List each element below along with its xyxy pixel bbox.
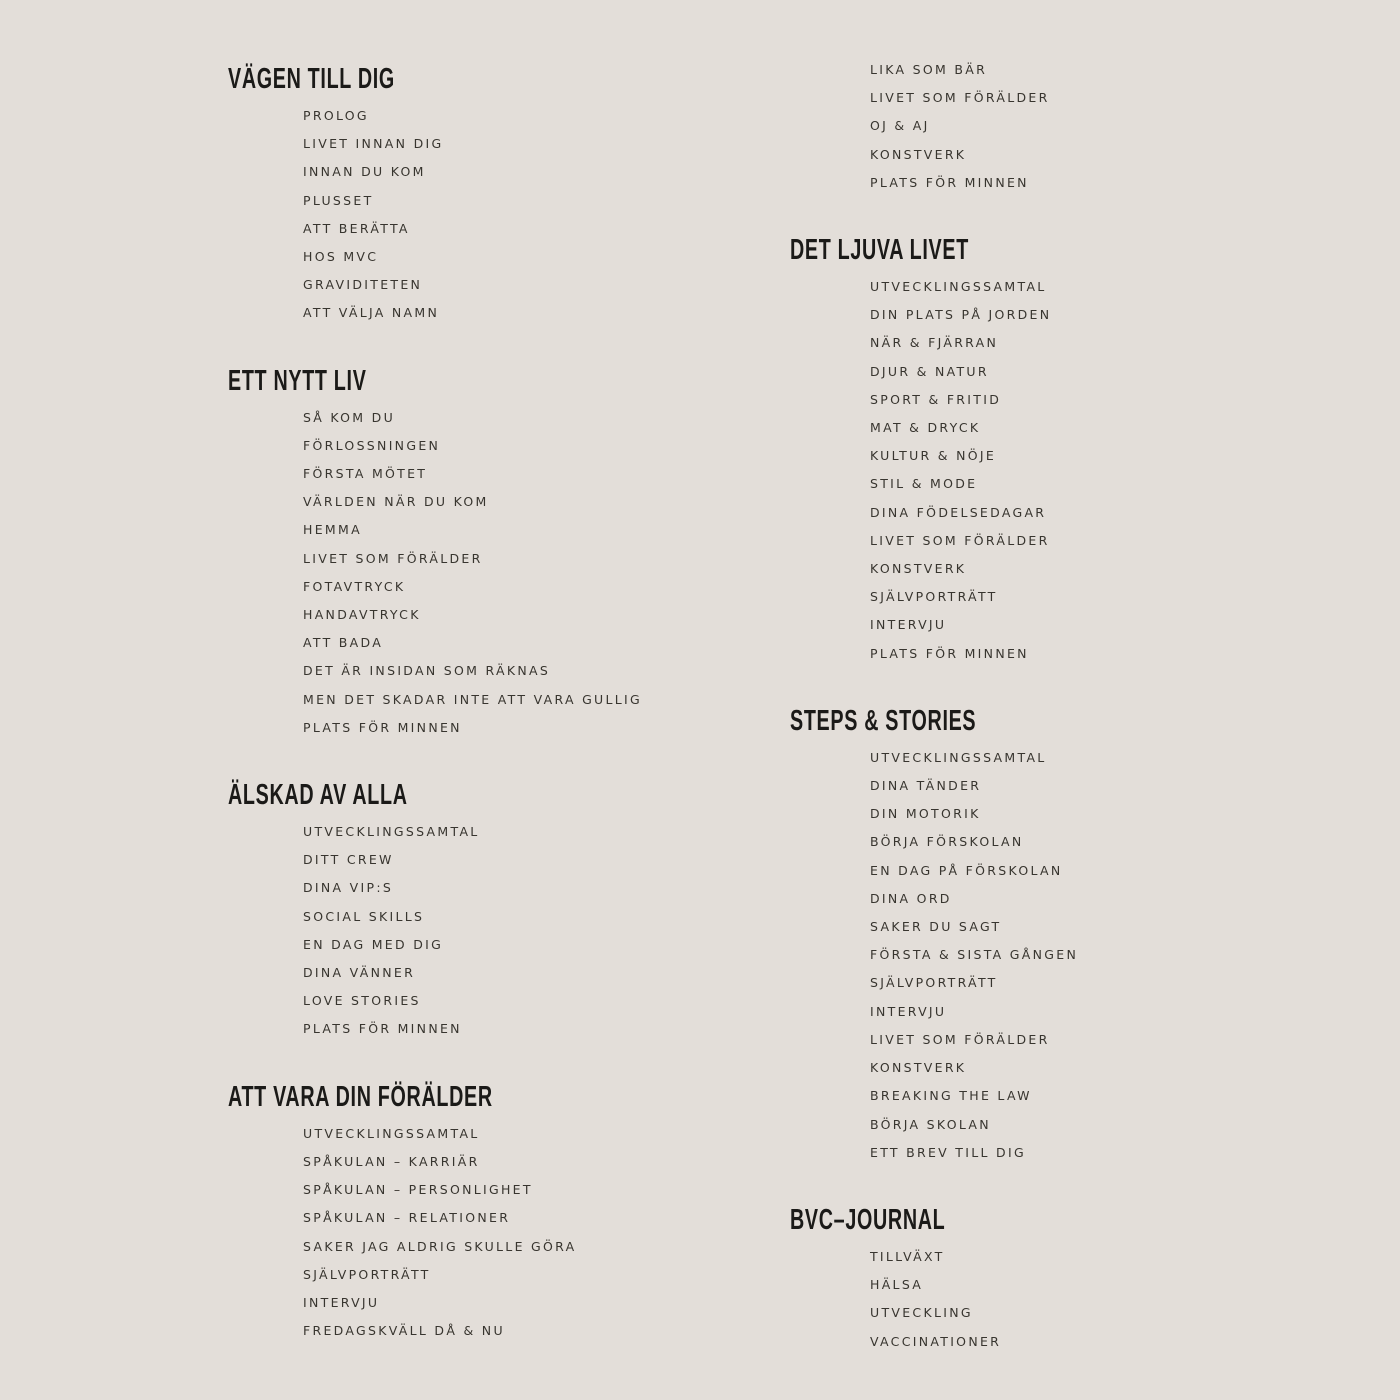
toc-item: SAKER JAG ALDRIG SKULLE GÖRA xyxy=(303,1238,577,1254)
section-item-list xyxy=(870,1243,1270,1356)
toc-item: DITT CREW xyxy=(303,852,394,868)
toc-item: DINA FÖDELSEDAGAR xyxy=(870,504,1047,520)
toc-item: PLATS FÖR MINNEN xyxy=(870,645,1029,661)
toc-item: LIVET SOM FÖRÄLDER xyxy=(870,532,1050,548)
toc-item: KULTUR & NÖJE xyxy=(870,448,997,464)
toc-item: INNAN DU KOM xyxy=(303,164,426,180)
section-title: DET LJUVA LIVET xyxy=(790,234,969,267)
section-title: BVC–JOURNAL xyxy=(790,1203,946,1236)
toc-item: DET ÄR INSIDAN SOM RÄKNAS xyxy=(303,663,551,679)
section-item-list xyxy=(870,56,1270,197)
section-item-list xyxy=(870,744,1270,1167)
section-item-list xyxy=(303,102,698,328)
toc-section xyxy=(790,233,1270,668)
toc-item: PLATS FÖR MINNEN xyxy=(303,1021,462,1037)
toc-item: MAT & DRYCK xyxy=(870,420,981,436)
toc-item: KONSTVERK xyxy=(870,1060,967,1076)
section-title: ETT NYTT LIV xyxy=(228,364,367,397)
toc-item: BÖRJA FÖRSKOLAN xyxy=(870,834,1024,850)
toc-item: FÖRSTA & SISTA GÅNGEN xyxy=(870,947,1079,963)
toc-item: FREDAGSKVÄLL DÅ & NU xyxy=(303,1323,505,1339)
toc-item: ATT BADA xyxy=(303,635,384,651)
section-title: STEPS & STORIES xyxy=(790,704,977,737)
toc-item: UTVECKLINGSSAMTAL xyxy=(303,1125,480,1141)
toc-item: TILLVÄXT xyxy=(870,1248,945,1264)
toc-item: SAKER DU SAGT xyxy=(870,919,1002,935)
toc-item: GRAVIDITETEN xyxy=(303,277,423,293)
toc-section-continued xyxy=(790,56,1270,197)
toc-item: DJUR & NATUR xyxy=(870,363,989,379)
section-title: ATT VARA DIN FÖRÄLDER xyxy=(228,1080,493,1113)
toc-item: LOVE STORIES xyxy=(303,993,421,1009)
toc-item: HOS MVC xyxy=(303,249,379,265)
toc-item: SJÄLVPORTRÄTT xyxy=(870,975,998,991)
toc-item: EN DAG MED DIG xyxy=(303,936,444,952)
toc-item: EN DAG PÅ FÖRSKOLAN xyxy=(870,862,1063,878)
toc-item: SPORT & FRITID xyxy=(870,391,1002,407)
toc-item: SJÄLVPORTRÄTT xyxy=(303,1266,431,1282)
toc-item: DINA VIP:S xyxy=(303,880,394,896)
toc-item: INTERVJU xyxy=(870,1003,947,1019)
toc-item: BREAKING THE LAW xyxy=(870,1088,1032,1104)
toc-section xyxy=(790,704,1270,1167)
toc-item: SPÅKULAN – RELATIONER xyxy=(303,1210,511,1226)
toc-column-left xyxy=(228,0,698,1345)
toc-item: ETT BREV TILL DIG xyxy=(870,1144,1026,1160)
toc-item: ATT VÄLJA NAMN xyxy=(303,305,440,321)
toc-item: LIVET SOM FÖRÄLDER xyxy=(303,550,483,566)
toc-section xyxy=(228,778,698,1044)
toc-item: SPÅKULAN – KARRIÄR xyxy=(303,1153,480,1169)
toc-item: KONSTVERK xyxy=(870,146,967,162)
toc-section xyxy=(790,1203,1270,1356)
toc-item: KONSTVERK xyxy=(870,561,967,577)
toc-column-right xyxy=(790,0,1270,1356)
toc-item: UTVECKLINGSSAMTAL xyxy=(870,749,1047,765)
toc-item: LIKA SOM BÄR xyxy=(870,62,988,77)
section-title: ÄLSKAD AV ALLA xyxy=(228,779,408,812)
section-item-list xyxy=(870,273,1270,668)
toc-item: STIL & MODE xyxy=(870,476,978,492)
toc-item: MEN DET SKADAR INTE ATT VARA GULLIG xyxy=(303,691,643,707)
toc-item: DINA VÄNNER xyxy=(303,965,416,981)
toc-item: BÖRJA SKOLAN xyxy=(870,1116,991,1132)
toc-item: FOTAVTRYCK xyxy=(303,578,406,594)
toc-item: INTERVJU xyxy=(870,617,947,633)
toc-item: PLATS FÖR MINNEN xyxy=(870,174,1029,190)
toc-item: LIVET INNAN DIG xyxy=(303,136,444,152)
toc-item: UTVECKLING xyxy=(870,1305,973,1321)
section-item-list xyxy=(303,404,698,742)
toc-item: PLATS FÖR MINNEN xyxy=(303,719,462,735)
section-item-list xyxy=(303,1120,698,1346)
toc-item: ATT BERÄTTA xyxy=(303,220,410,236)
section-item-list xyxy=(303,818,698,1044)
toc-item: VACCINATIONER xyxy=(870,1333,1002,1349)
toc-item: HEMMA xyxy=(303,522,362,538)
toc-section xyxy=(228,364,698,742)
toc-item: HANDAVTRYCK xyxy=(303,607,421,623)
toc-item: LIVET SOM FÖRÄLDER xyxy=(870,1031,1050,1047)
toc-item: INTERVJU xyxy=(303,1294,380,1310)
toc-section xyxy=(228,62,698,328)
toc-item: FÖRLOSSNINGEN xyxy=(303,437,441,453)
toc-section xyxy=(228,1080,698,1346)
toc-item: PLUSSET xyxy=(303,192,374,208)
toc-item: SOCIAL SKILLS xyxy=(303,908,425,924)
toc-item: SÅ KOM DU xyxy=(303,409,396,425)
toc-item: OJ & AJ xyxy=(870,118,930,134)
toc-item: HÄLSA xyxy=(870,1277,924,1293)
toc-item: DIN MOTORIK xyxy=(870,806,981,822)
toc-item: FÖRSTA MÖTET xyxy=(303,466,428,482)
toc-item: PROLOG xyxy=(303,108,369,123)
toc-item: SPÅKULAN – PERSONLIGHET xyxy=(303,1182,533,1198)
toc-item: DIN PLATS PÅ JORDEN xyxy=(870,307,1052,323)
toc-item: NÄR & FJÄRRAN xyxy=(870,335,999,351)
toc-item: UTVECKLINGSSAMTAL xyxy=(870,279,1047,295)
toc-item: SJÄLVPORTRÄTT xyxy=(870,589,998,605)
toc-item: LIVET SOM FÖRÄLDER xyxy=(870,90,1050,106)
toc-item: DINA ORD xyxy=(870,890,952,906)
toc-item: VÄRLDEN NÄR DU KOM xyxy=(303,494,489,510)
toc-item: UTVECKLINGSSAMTAL xyxy=(303,824,480,840)
section-title: VÄGEN TILL DIG xyxy=(228,63,395,95)
toc-item: DINA TÄNDER xyxy=(870,778,982,794)
